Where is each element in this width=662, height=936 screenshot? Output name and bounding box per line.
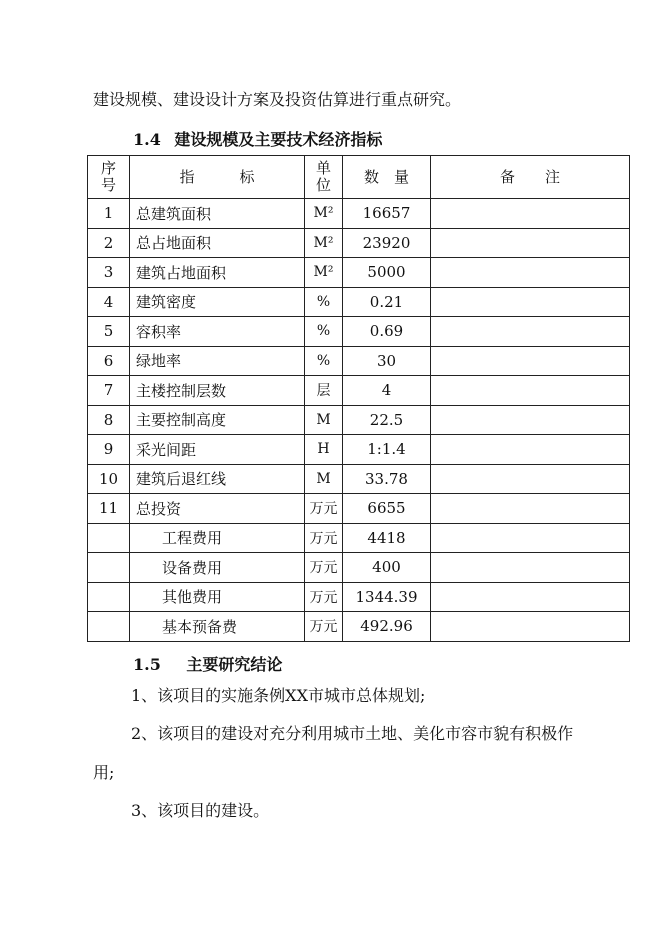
cell-quantity: 6655 — [343, 494, 431, 524]
header-unit-top: 单 — [315, 159, 331, 177]
cell-sub-indicator-name: 设备费用 — [130, 553, 305, 583]
section-title: 主要研究结论 — [186, 655, 283, 674]
cell-remark — [431, 287, 630, 317]
indicator-table — [87, 155, 630, 642]
cell-unit: M² — [305, 228, 343, 258]
cell-unit: M — [305, 464, 343, 494]
table-subrow — [88, 553, 630, 583]
cell-unit: 万元 — [305, 612, 343, 642]
table-row — [88, 494, 630, 524]
cell-quantity: 16657 — [343, 199, 431, 229]
cell-index: 6 — [88, 346, 130, 376]
cell-indicator-name: 总投资 — [130, 494, 305, 524]
cell-indicator-name: 总建筑面积 — [130, 199, 305, 229]
header-index-top: 序 — [100, 159, 116, 177]
table-row — [88, 464, 630, 494]
conclusion-2-line-1: 2、该项目的建设对充分利用城市土地、美化市容市貌有积极作 — [131, 724, 574, 743]
cell-index: 3 — [88, 258, 130, 288]
cell-unit: 万元 — [305, 523, 343, 553]
cell-quantity: 4418 — [343, 523, 431, 553]
section-number: 1.4 — [133, 130, 161, 149]
cell-quantity: 4 — [343, 376, 431, 406]
table-row — [88, 346, 630, 376]
cell-unit: 层 — [305, 376, 343, 406]
cell-index: 2 — [88, 228, 130, 258]
header-indicator: 指 标 — [130, 156, 305, 199]
cell-unit: M² — [305, 258, 343, 288]
cell-index: 9 — [88, 435, 130, 465]
cell-remark — [431, 553, 630, 583]
cell-indicator-name: 建筑占地面积 — [130, 258, 305, 288]
cell-remark — [431, 317, 630, 347]
header-index — [88, 156, 130, 199]
cell-sub-indicator-name: 工程费用 — [130, 523, 305, 553]
cell-unit: % — [305, 287, 343, 317]
table-row — [88, 199, 630, 229]
cell-sub-indicator-name: 基本预备费 — [130, 612, 305, 642]
cell-indicator-name: 建筑后退红线 — [130, 464, 305, 494]
cell-remark — [431, 464, 630, 494]
cell-quantity: 33.78 — [343, 464, 431, 494]
cell-indicator-name: 总占地面积 — [130, 228, 305, 258]
cell-index-empty — [88, 612, 130, 642]
cell-remark — [431, 494, 630, 524]
cell-indicator-name: 容积率 — [130, 317, 305, 347]
cell-remark — [431, 612, 630, 642]
cell-index: 10 — [88, 464, 130, 494]
cell-index: 1 — [88, 199, 130, 229]
section-title: 建设规模及主要技术经济指标 — [174, 130, 383, 149]
table-row — [88, 317, 630, 347]
intro-line: 建设规模、建设设计方案及投资估算进行重点研究。 — [93, 90, 462, 109]
cell-index-empty — [88, 582, 130, 612]
section-heading-1-5 — [133, 652, 282, 675]
cell-remark — [431, 376, 630, 406]
table-subrow — [88, 523, 630, 553]
section-number: 1.5 — [133, 655, 161, 674]
cell-quantity: 30 — [343, 346, 431, 376]
cell-quantity: 1:1.4 — [343, 435, 431, 465]
cell-remark — [431, 258, 630, 288]
cell-unit: 万元 — [305, 582, 343, 612]
cell-quantity: 5000 — [343, 258, 431, 288]
cell-unit: % — [305, 346, 343, 376]
table-row — [88, 258, 630, 288]
cell-quantity: 400 — [343, 553, 431, 583]
section-heading-1-4 — [133, 127, 382, 150]
cell-quantity: 0.21 — [343, 287, 431, 317]
header-unit-bottom: 位 — [315, 176, 331, 194]
cell-unit: H — [305, 435, 343, 465]
conclusion-2-line-2: 用; — [93, 763, 115, 782]
cell-index: 4 — [88, 287, 130, 317]
table-subrow — [88, 582, 630, 612]
table-row — [88, 376, 630, 406]
cell-quantity: 0.69 — [343, 317, 431, 347]
table-row — [88, 287, 630, 317]
table-subrow — [88, 612, 630, 642]
cell-indicator-name: 主楼控制层数 — [130, 376, 305, 406]
conclusion-3: 3、该项目的建设。 — [131, 801, 270, 820]
cell-index: 7 — [88, 376, 130, 406]
cell-unit: M — [305, 405, 343, 435]
cell-quantity: 23920 — [343, 228, 431, 258]
header-remark: 备 注 — [431, 156, 630, 199]
cell-unit: M² — [305, 199, 343, 229]
conclusion-1: 1、该项目的实施条例XX市城市总体规划; — [131, 686, 426, 705]
cell-unit: % — [305, 317, 343, 347]
cell-index-empty — [88, 523, 130, 553]
table-row — [88, 405, 630, 435]
cell-remark — [431, 435, 630, 465]
header-index-bottom: 号 — [100, 176, 116, 194]
cell-indicator-name: 主要控制高度 — [130, 405, 305, 435]
cell-index: 11 — [88, 494, 130, 524]
cell-indicator-name: 绿地率 — [130, 346, 305, 376]
cell-remark — [431, 405, 630, 435]
header-quantity: 数 量 — [343, 156, 431, 199]
cell-remark — [431, 228, 630, 258]
cell-unit: 万元 — [305, 553, 343, 583]
cell-remark — [431, 523, 630, 553]
cell-sub-indicator-name: 其他费用 — [130, 582, 305, 612]
cell-index: 5 — [88, 317, 130, 347]
table-row — [88, 228, 630, 258]
cell-unit: 万元 — [305, 494, 343, 524]
cell-remark — [431, 199, 630, 229]
cell-quantity: 492.96 — [343, 612, 431, 642]
table-header-row — [88, 156, 630, 199]
header-unit — [305, 156, 343, 199]
cell-quantity: 1344.39 — [343, 582, 431, 612]
cell-remark — [431, 346, 630, 376]
cell-remark — [431, 582, 630, 612]
cell-index: 8 — [88, 405, 130, 435]
cell-index-empty — [88, 553, 130, 583]
cell-indicator-name: 采光间距 — [130, 435, 305, 465]
cell-quantity: 22.5 — [343, 405, 431, 435]
cell-indicator-name: 建筑密度 — [130, 287, 305, 317]
table-row — [88, 435, 630, 465]
